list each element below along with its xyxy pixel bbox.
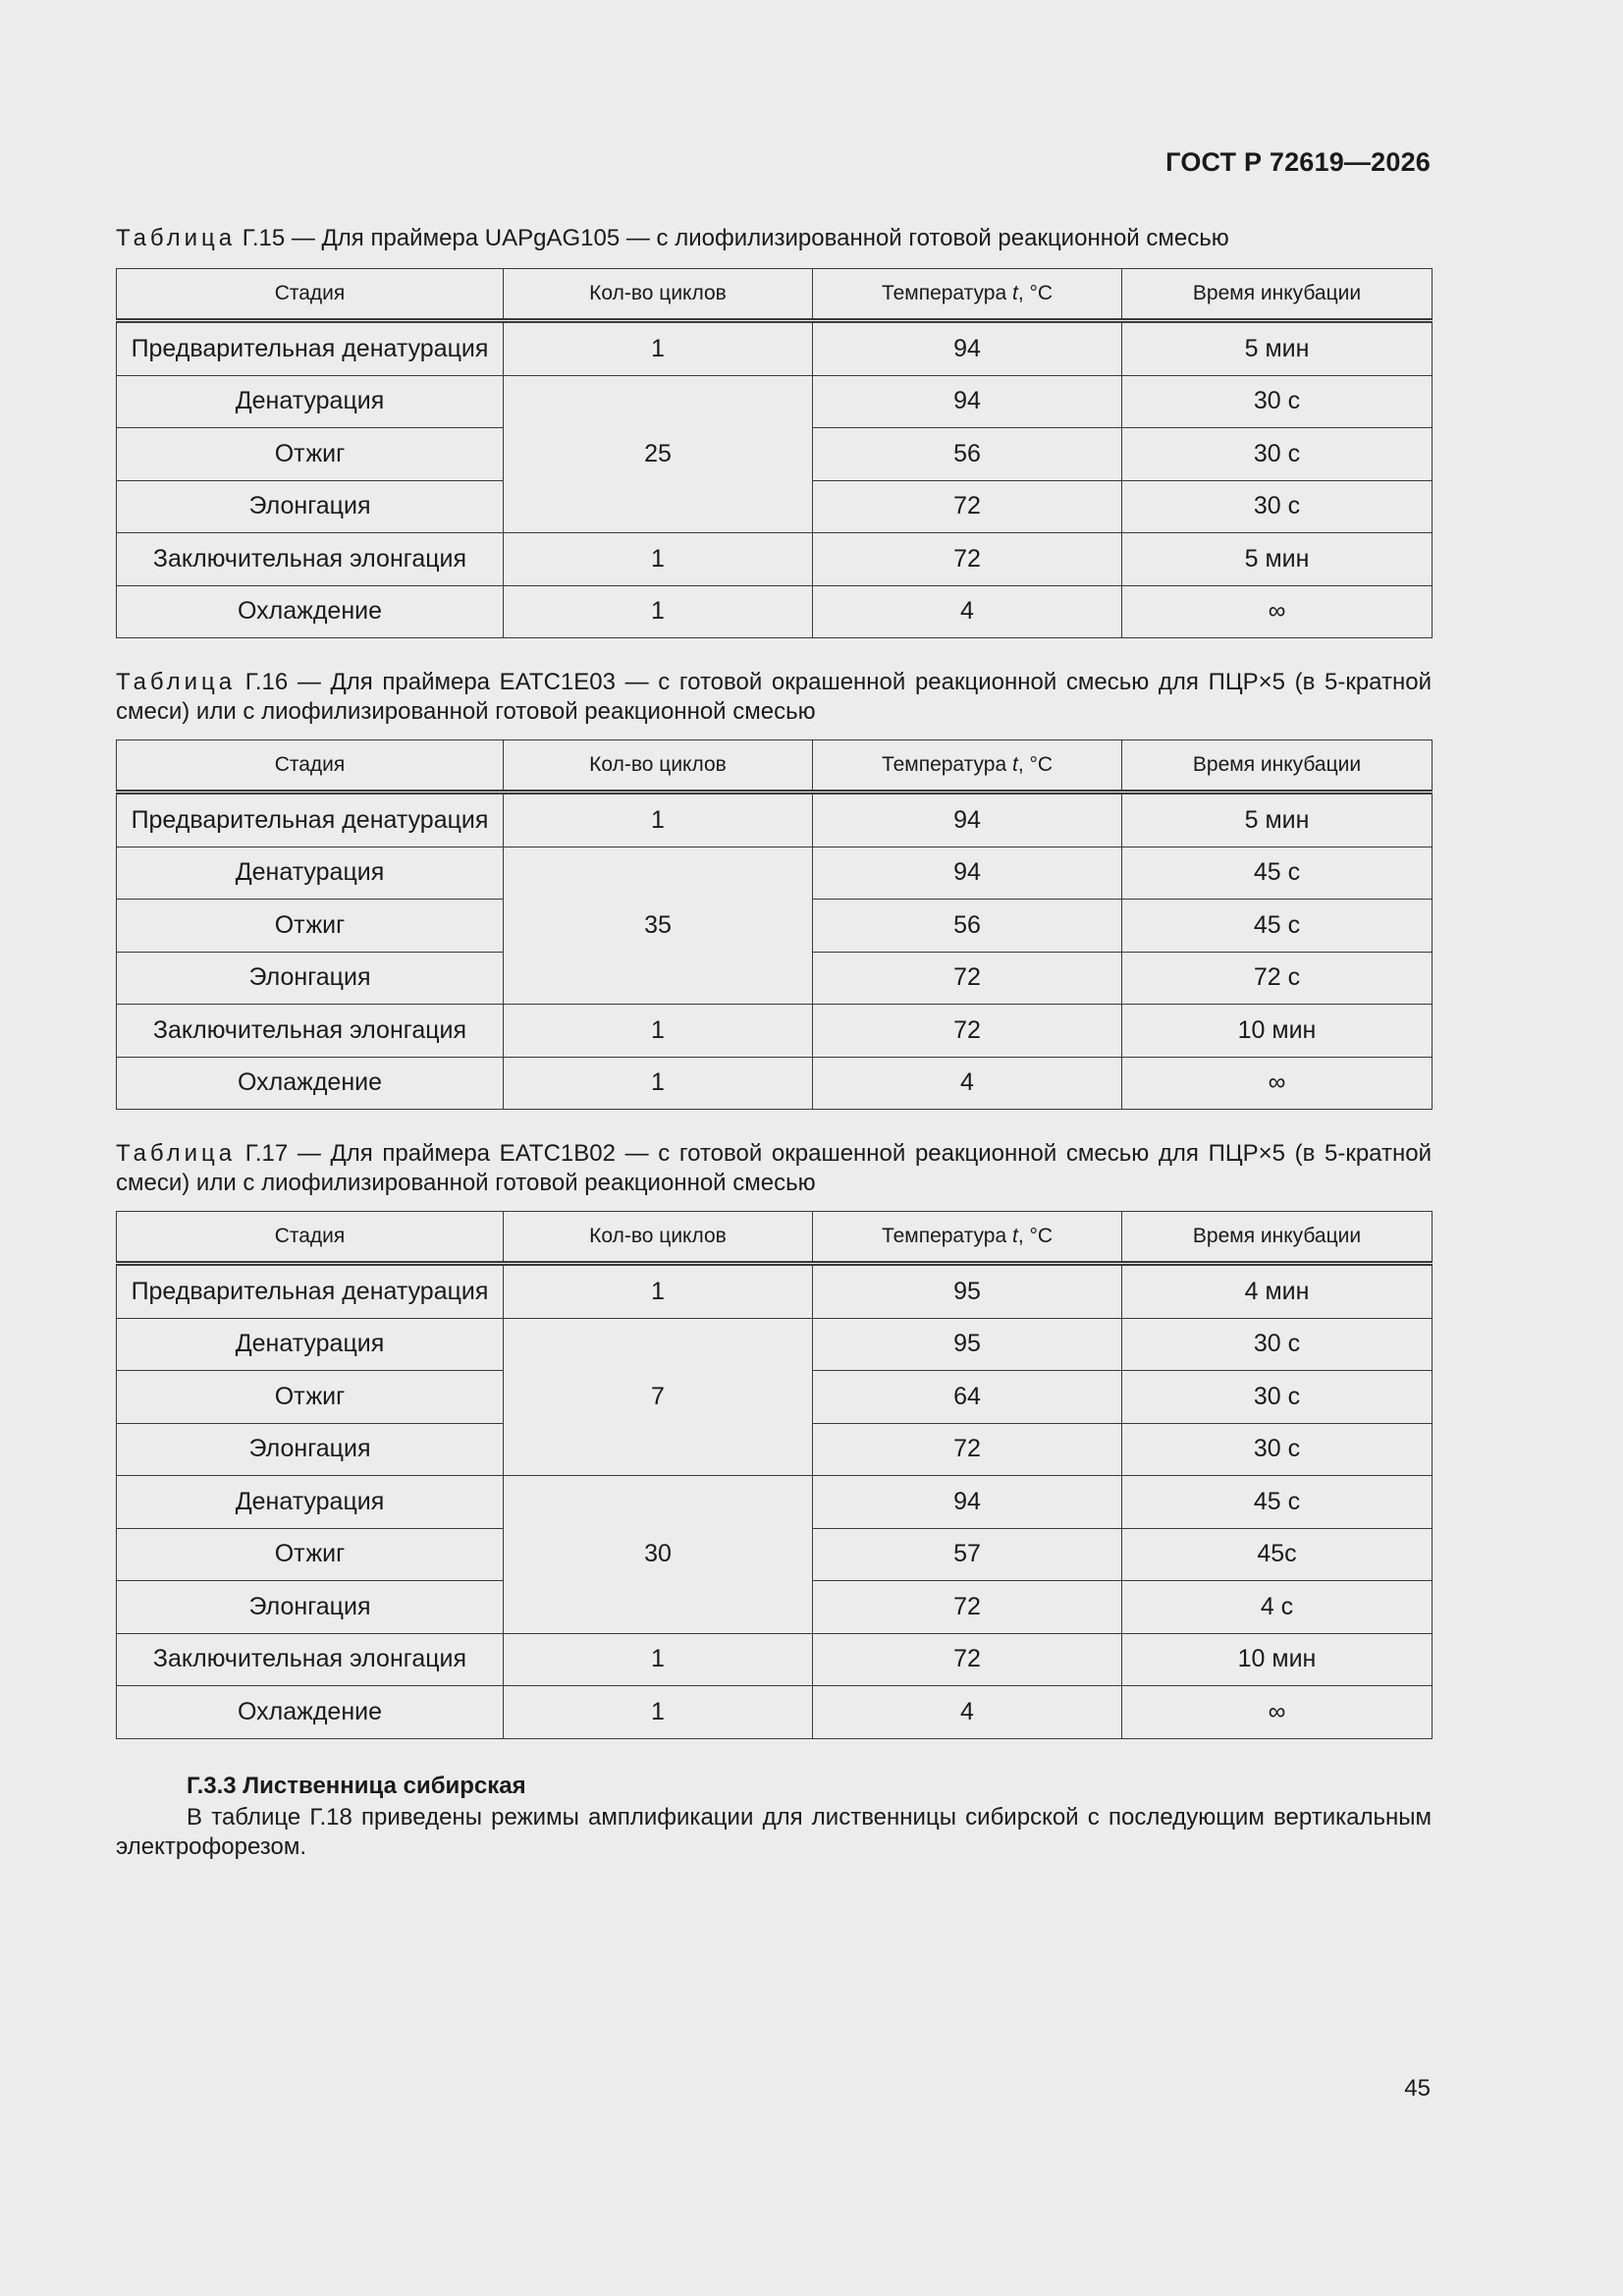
table-row: Охлаждение 1 4 ∞ — [117, 1686, 1433, 1739]
table-row: Элонгация 72 30 с — [117, 480, 1433, 533]
table-row: Отжиг 56 45 с — [117, 900, 1433, 953]
table-header-row — [117, 269, 1433, 321]
table-g15 — [116, 268, 1433, 638]
table-caption-g16 — [116, 668, 1432, 727]
col-header-stage: Стадия — [117, 740, 504, 793]
col-header-time: Время инкубации — [1122, 269, 1433, 321]
standard-designation: ГОСТ Р 72619—2026 — [1165, 147, 1431, 177]
table-row: Предварительная денатурация 1 95 4 мин — [117, 1264, 1433, 1319]
col-header-stage: Стадия — [117, 269, 504, 321]
table-header-row — [117, 740, 1433, 793]
col-header-temperature: Температура t, °С — [813, 1212, 1122, 1264]
caption-text: Г.17 — Для праймера EATC1B02 — с готовой окрашенной реакционной смесью для ПЦР×5 (в 5-кратной смеси) или с лиофилизированной готовой реакционной смесью — [116, 1140, 1432, 1196]
caption-text: Г.16 — Для праймера EATC1E03 — с готовой окрашенной реакционной смесью для ПЦР×5 (в 5-кратной смеси) или с лиофилизированной готовой реакционной смесью — [116, 669, 1432, 725]
col-header-temperature: Температура t, °С — [813, 269, 1122, 321]
table-row: Денатурация 7 95 30 с — [117, 1318, 1433, 1371]
col-header-cycles: Кол-во циклов — [504, 740, 813, 793]
table-row: Заключительная элонгация 1 72 10 мин — [117, 1005, 1433, 1058]
caption-label: Таблица — [116, 1140, 237, 1167]
section-title: Г.3.3 Лиственница сибирская — [187, 1773, 526, 1799]
table-caption-g17 — [116, 1139, 1432, 1198]
table-row: Заключительная элонгация 1 72 5 мин — [117, 533, 1433, 586]
table-row: Охлаждение 1 4 ∞ — [117, 1057, 1433, 1110]
table-row: Элонгация 72 4 с — [117, 1581, 1433, 1634]
cycles-merged-cell: 30 — [504, 1476, 813, 1634]
table-row: Заключительная элонгация 1 72 10 мин — [117, 1633, 1433, 1686]
table-row: Предварительная денатурация 1 94 5 мин — [117, 793, 1433, 847]
table-row: Денатурация 35 94 45 с — [117, 847, 1433, 900]
table-row: Денатурация 30 94 45 с — [117, 1476, 1433, 1529]
page-number: 45 — [1404, 2075, 1431, 2102]
col-header-time: Время инкубации — [1122, 1212, 1433, 1264]
table-row: Отжиг 57 45с — [117, 1528, 1433, 1581]
caption-label: Таблица — [116, 669, 237, 695]
col-header-cycles: Кол-во циклов — [504, 1212, 813, 1264]
caption-label: Таблица — [116, 225, 237, 251]
section-paragraph: В таблице Г.18 приведены режимы амплификации для лиственницы сибирской с последующим вертикальным электрофорезом. — [116, 1804, 1432, 1860]
table-row: Охлаждение 1 4 ∞ — [117, 585, 1433, 638]
col-header-stage: Стадия — [117, 1212, 504, 1264]
table-row: Отжиг 64 30 с — [117, 1371, 1433, 1424]
caption-text: Г.15 — Для праймера UAPgAG105 — с лиофилизированной готовой реакционной смесью — [236, 225, 1229, 251]
table-row: Элонгация 72 72 с — [117, 952, 1433, 1005]
table-row: Предварительная денатурация 1 94 5 мин — [117, 321, 1433, 376]
col-header-temperature: Температура t, °С — [813, 740, 1122, 793]
table-caption-g15 — [116, 224, 1432, 253]
cycles-merged-cell: 25 — [504, 375, 813, 533]
cycles-merged-cell: 35 — [504, 847, 813, 1005]
col-header-time: Время инкубации — [1122, 740, 1433, 793]
col-header-cycles: Кол-во циклов — [504, 269, 813, 321]
table-header-row — [117, 1212, 1433, 1264]
table-g16 — [116, 739, 1433, 1110]
table-row: Денатурация 25 94 30 с — [117, 375, 1433, 428]
table-row: Элонгация 72 30 с — [117, 1423, 1433, 1476]
table-g17 — [116, 1211, 1433, 1739]
table-row: Отжиг 56 30 с — [117, 428, 1433, 481]
cycles-merged-cell: 7 — [504, 1318, 813, 1476]
